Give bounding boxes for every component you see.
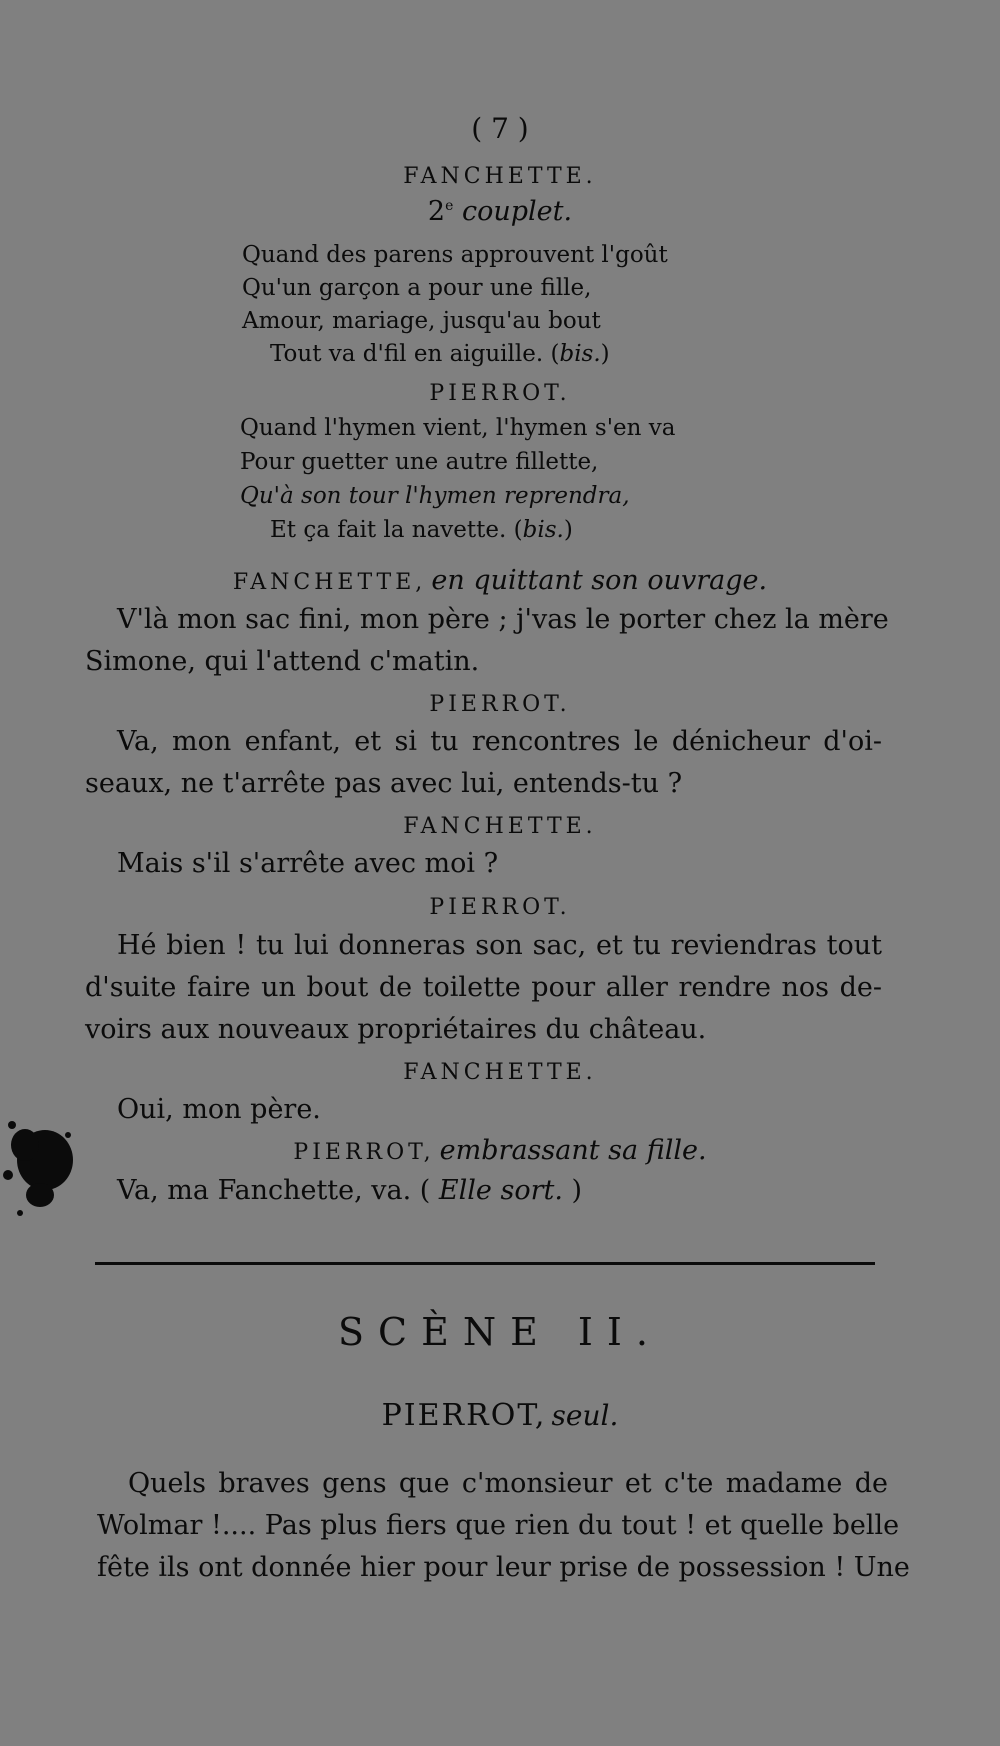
bis-marker: bis. — [559, 341, 601, 367]
prose-line: seaux, ne t'arrête pas avec lui, entends-tu ? — [85, 768, 683, 799]
speaker-fanchette-1: FANCHETTE. — [403, 164, 597, 189]
verse-line: Amour, mariage, jusqu'au bout — [242, 308, 601, 334]
prose-line: Va, mon enfant, et si tu rencontres le dénicheur d'oi- — [117, 726, 882, 757]
stage-direction: seul. — [551, 1399, 619, 1432]
speaker-name: PIERROT, — [293, 1140, 435, 1165]
speaker-pierrot-4 — [0, 1135, 1000, 1166]
verse-line: Qu'un garçon a pour une fille, — [242, 275, 592, 301]
prose-line: V'là mon sac fini, mon père ; j'vas le porter chez la mère — [117, 604, 889, 635]
speaker-fanchette-2 — [0, 565, 1000, 596]
prose-line: Oui, mon père. — [117, 1094, 321, 1125]
couplet-word: couplet. — [461, 196, 573, 227]
speaker-fanchette-3: FANCHETTE. — [403, 814, 597, 839]
prose-line: Mais s'il s'arrête avec moi ? — [117, 848, 499, 879]
speaker-name: PIERROT, — [381, 1398, 547, 1433]
couplet-superscript: e — [445, 198, 454, 214]
prose-line: fête ils ont donnée hier pour leur prise de possession ! Une — [97, 1552, 910, 1583]
prose-line-with-stage: Va, ma Fanchette, va. ( Elle sort. ) — [117, 1175, 583, 1206]
speaker-fanchette-4: FANCHETTE. — [403, 1060, 597, 1085]
verse-text: Tout va d'fil en aiguille. — [270, 341, 544, 367]
couplet-heading — [0, 196, 1000, 227]
couplet-number: 2 — [427, 196, 446, 227]
prose-line: Hé bien ! tu lui donneras son sac, et tu reviendras tout — [117, 930, 882, 961]
prose-line: Wolmar !.... Pas plus fiers que rien du tout ! et quelle belle — [97, 1510, 900, 1541]
stage-direction: Elle sort. — [438, 1175, 563, 1206]
verse-text: Et ça fait la navette. — [270, 517, 507, 543]
verse-line-with-bis: Tout va d'fil en aiguille. (bis.) — [270, 341, 610, 367]
verse-line: Quand l'hymen vient, l'hymen s'en va — [240, 415, 676, 441]
verse-line-with-bis: Et ça fait la navette. (bis.) — [270, 517, 573, 543]
bis-marker: bis. — [522, 517, 564, 543]
speaker-pierrot-1: PIERROT. — [429, 381, 571, 406]
stage-direction: en quittant son ouvrage. — [431, 565, 768, 596]
prose-line: Simone, qui l'attend c'matin. — [85, 646, 480, 677]
scene-speaker-line — [0, 1398, 1000, 1433]
prose-line: Quels braves gens que c'monsieur et c'te madame de — [128, 1468, 888, 1499]
speaker-pierrot-3: PIERROT. — [429, 895, 571, 920]
scene-title: SCÈNE II. — [337, 1310, 662, 1354]
stage-direction: embrassant sa fille. — [439, 1135, 707, 1166]
speaker-name: FANCHETTE, — [232, 570, 427, 595]
prose-line: voirs aux nouveaux propriétaires du château. — [85, 1014, 707, 1045]
verse-line: Quand des parens approuvent l'goût — [242, 242, 668, 268]
ink-blot — [0, 1105, 80, 1225]
section-divider — [95, 1262, 875, 1265]
speaker-pierrot-2: PIERROT. — [429, 692, 571, 717]
prose-text: Va, ma Fanchette, va. — [117, 1175, 412, 1206]
verse-line: Pour guetter une autre fillette, — [240, 449, 599, 475]
page-number: ( 7 ) — [471, 112, 529, 145]
prose-line: d'suite faire un bout de toilette pour aller rendre nos de- — [85, 972, 882, 1003]
verse-line: Qu'à son tour l'hymen reprendra, — [240, 483, 630, 509]
